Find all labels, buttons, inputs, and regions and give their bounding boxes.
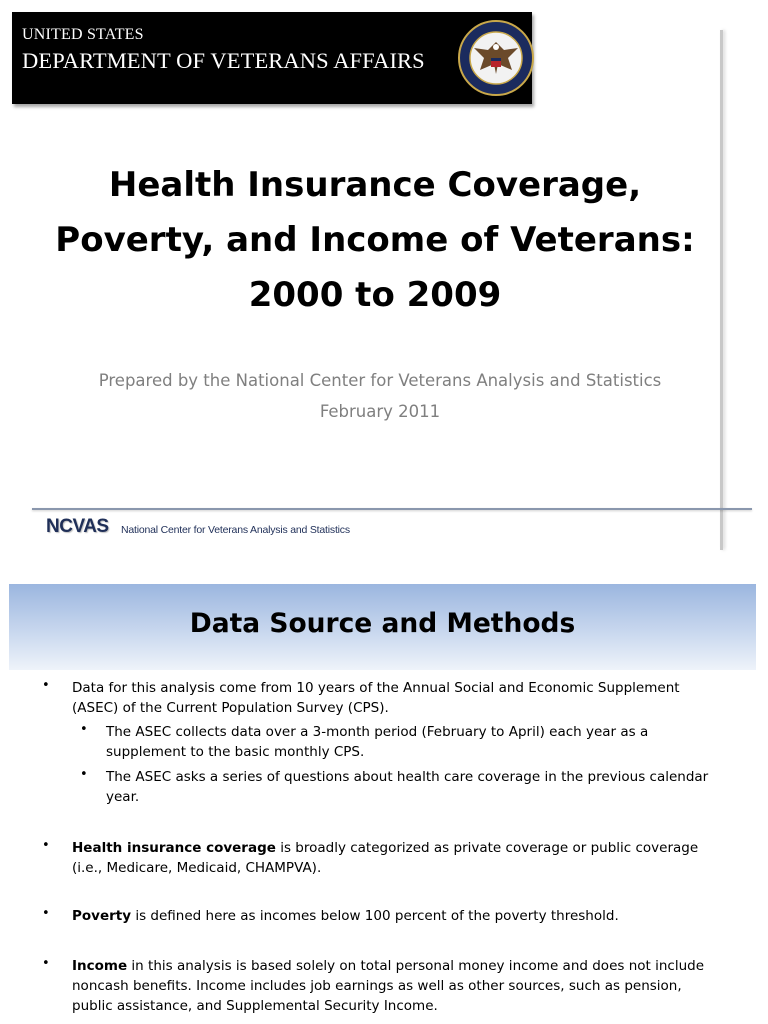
bullet-dot: • (42, 906, 50, 921)
ncvas-logo-acronym: NCVAS (46, 516, 109, 537)
slide-heading: Data Source and Methods (189, 608, 576, 639)
bullet-data-source: Data for this analysis come from 10 years of the Annual Social and Economic Supplement (ASEC) of the Current Population Survey (CPS). (72, 680, 680, 716)
horizontal-divider (32, 508, 752, 510)
vertical-divider (720, 30, 723, 550)
va-banner (12, 12, 532, 104)
slide-header (9, 584, 756, 670)
bullet-dot: • (42, 678, 50, 693)
sub-bullet-collection-period: The ASEC collects data over a 3-month period (February to April) each year as a supplement to the basic monthly CPS. (106, 724, 649, 760)
slide-title (30, 158, 720, 323)
publication-date: February 2011 (319, 402, 441, 421)
term-health-insurance: Health insurance coverage (72, 840, 276, 856)
sub-bullet-dot: • (80, 767, 88, 782)
term-poverty: Poverty (72, 908, 132, 924)
title-line-3: 2000 to 2009 (248, 275, 502, 315)
title-line-2: Poverty, and Income of Veterans: (55, 220, 695, 260)
definition-health-insurance: is broadly categorized as private coverage or public coverage (i.e., Medicare, Medicaid, CHAMPVA). (72, 840, 699, 876)
definition-income: in this analysis is based solely on total personal money income and does not include noncash benefits. Income includes job earnings as well as other sources, such as pension, public assistance, and Supplemental Security Income. (72, 958, 705, 1014)
va-seal-icon (458, 20, 534, 96)
banner-country: UNITED STATES (22, 26, 144, 43)
bullet-poverty (72, 906, 732, 926)
title-line-1: Health Insurance Coverage, (108, 165, 642, 205)
term-income: Income (72, 958, 128, 974)
banner-department: DEPARTMENT OF VETERANS AFFAIRS (22, 48, 425, 73)
bullet-health-insurance (72, 838, 732, 878)
prepared-by: Prepared by the National Center for Veterans Analysis and Statistics (98, 371, 662, 390)
ncvas-full-name: National Center for Veterans Analysis and Statistics (121, 524, 350, 536)
sub-bullet-questions: The ASEC asks a series of questions about health care coverage in the previous calendar year. (106, 769, 709, 805)
bullet-dot: • (42, 956, 50, 971)
bullet-income (72, 956, 722, 1016)
sub-bullet-dot: • (80, 722, 88, 737)
definition-poverty: is defined here as incomes below 100 percent of the poverty threshold. (131, 908, 619, 924)
methods-slide (0, 584, 768, 1024)
bullet-dot: • (42, 838, 50, 853)
